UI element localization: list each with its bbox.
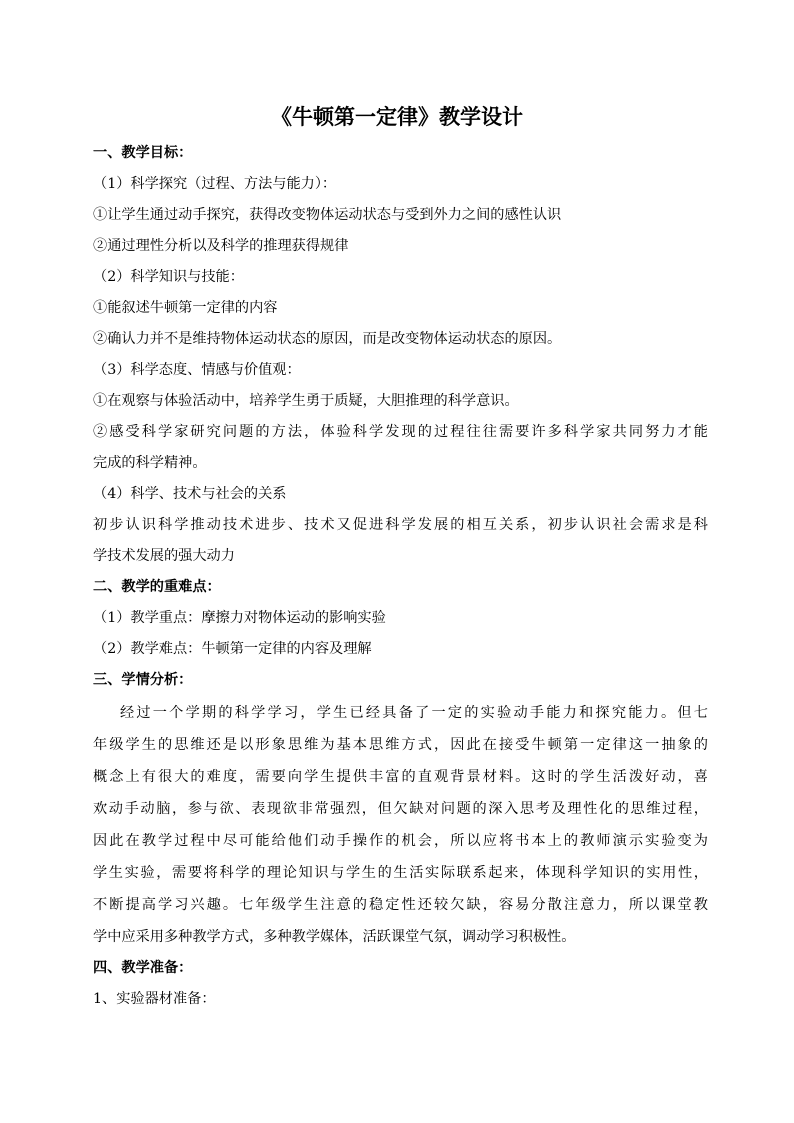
subheading-attitude-values: （3）科学态度、情感与价值观： (93, 362, 301, 378)
paragraph-line: （2）教学难点：牛顿第一定律的内容及理解 (93, 641, 372, 657)
paragraph-line: 年级学生的思维还是以形象思维为基本思维方式，因此在接受牛顿第一定律这一抽象的 (93, 737, 708, 753)
paragraph-line: ②通过理性分析以及科学的推理获得规律 (93, 238, 349, 254)
subheading-scientific-inquiry: （1）科学探究（过程、方法与能力）： (93, 176, 337, 192)
paragraph-line: 概念上有很大的难度，需要向学生提供丰富的直观背景材料。这时的学生活泼好动，喜 (93, 769, 708, 785)
paragraph-line: 欢动手动脑，参与欲、表现欲非常强烈，但欠缺对问题的深入思考及理性化的思维过程， (93, 801, 708, 817)
section-heading-objectives: 一、教学目标： (93, 145, 193, 161)
paragraph-line: ①在观察与体验活动中，培养学生勇于质疑，大胆推理的科学意识。 (93, 393, 519, 409)
paragraph-line: 完成的科学精神。 (93, 455, 207, 471)
paragraph-line: 学中应采用多种教学方式，多种教学媒体，活跃课堂气氛，调动学习积极性。 (93, 929, 576, 945)
paragraph-line: ①让学生通过动手探究，获得改变物体运动状态与受到外力之间的感性认识 (93, 207, 562, 223)
paragraph-line: 经过一个学期的科学学习，学生已经具备了一定的实验动手能力和探究能力。但七 (120, 705, 708, 721)
paragraph-line: ①能叙述牛顿第一定律的内容 (93, 300, 278, 316)
paragraph-line: 学生实验，需要将科学的理论知识与学生的生活实际联系起来，体现科学知识的实用性， (93, 865, 708, 881)
section-heading-key-points: 二、教学的重难点： (93, 579, 221, 595)
paragraph-line: 因此在教学过程中尽可能给他们动手操作的机会，所以应将书本上的教师演示实验变为 (93, 833, 708, 849)
paragraph-line: （1）教学重点：摩擦力对物体运动的影响实验 (93, 610, 386, 626)
paragraph-line: ②确认力并不是维持物体运动状态的原因，而是改变物体运动状态的原因。 (93, 331, 562, 347)
section-heading-learner-analysis: 三、学情分析： (93, 672, 193, 688)
paragraph-line: 学技术发展的强大动力 (93, 548, 235, 564)
section-heading-preparation: 四、教学准备： (93, 960, 193, 976)
subheading-sts: （4）科学、技术与社会的关系 (93, 486, 287, 502)
subheading-equipment: 1、实验器材准备： (93, 991, 216, 1007)
paragraph-line: ②感受科学家研究问题的方法，体验科学发现的过程往往需要许多科学家共同努力才能 (93, 424, 708, 440)
document-title: 《牛顿第一定律》教学设计 (271, 104, 523, 129)
subheading-knowledge-skills: （2）科学知识与技能： (93, 269, 244, 285)
paragraph-line: 不断提高学习兴趣。七年级学生注意的稳定性还较欠缺，容易分散注意力，所以课堂教 (93, 897, 708, 913)
paragraph-line: 初步认识科学推动技术进步、技术又促进科学发展的相互关系，初步认识社会需求是科 (93, 517, 708, 533)
